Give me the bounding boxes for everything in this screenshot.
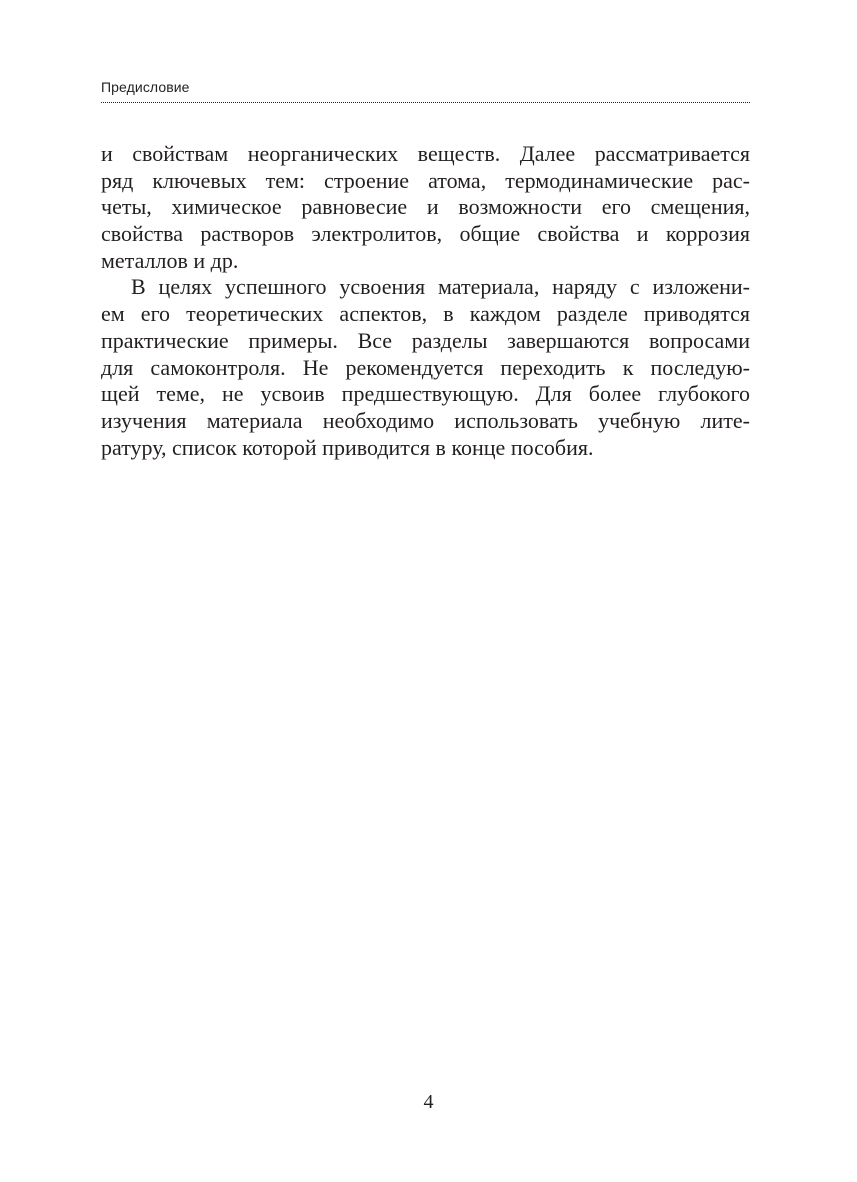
text-line: изучения материала необходимо использовать учебную лите- [101, 407, 750, 433]
text-line: металлов и др. [101, 247, 239, 273]
text-line: ратуру, список которой приводится в конце пособия. [101, 434, 594, 460]
text-line: щей теме, не усвоив предшествующую. Для более глубокого [101, 381, 750, 407]
text-line: и свойствам неорганических веществ. Далее рассматривается [101, 141, 750, 166]
running-header-title: Предисловие [101, 79, 190, 95]
text-line: практические примеры. Все разделы завершаются вопросами [101, 327, 750, 353]
text-line: ем его теоретических аспектов, в каждом разделе приводятся [101, 301, 750, 327]
running-header [101, 78, 750, 103]
text-line: свойства растворов электролитов, общие свойства и коррозия [101, 221, 750, 247]
text-line: В целях успешного усвоения материала, наряду с изложени- [131, 274, 750, 300]
text-line: для самоконтроля. Не рекомендуется переходить к последую- [101, 354, 750, 380]
body-text [101, 141, 750, 461]
text-line: четы, химическое равновесие и возможности его смещения, [101, 194, 750, 220]
paragraph-2 [101, 274, 750, 461]
page-number: 4 [423, 1091, 434, 1113]
text-line: ряд ключевых тем: строение атома, термодинамические рас- [101, 167, 750, 193]
paragraph-1 [101, 141, 750, 274]
